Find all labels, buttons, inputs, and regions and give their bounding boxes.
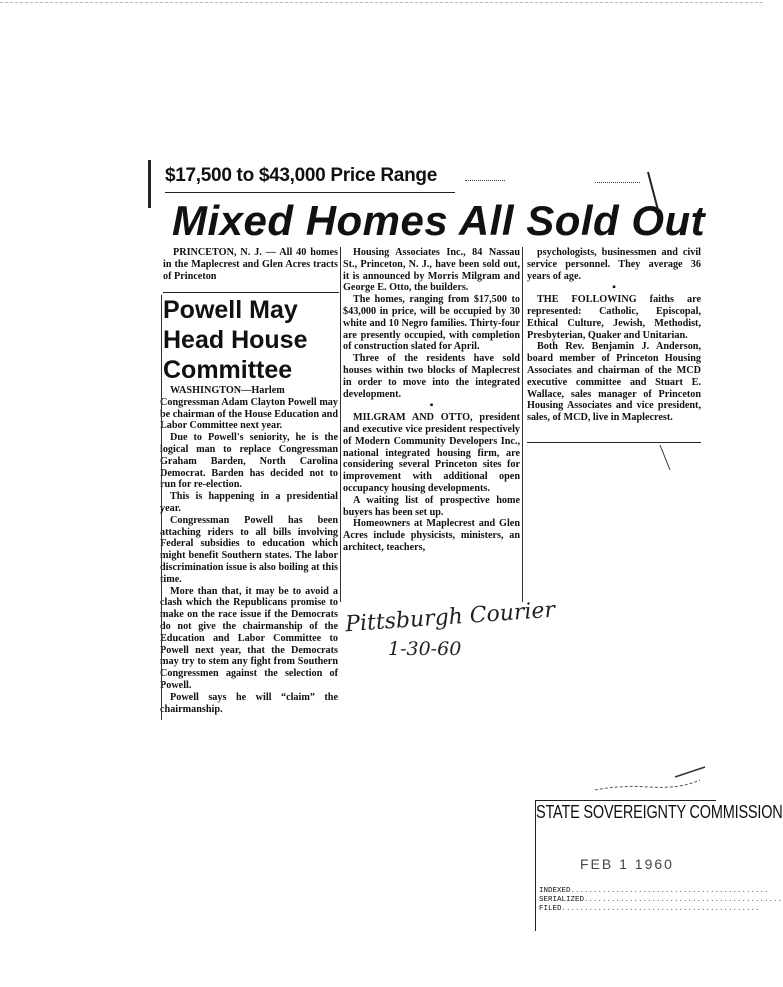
scan-speck	[595, 182, 640, 183]
paragraph: Powell says he will “claim” the chairmanship.	[160, 691, 338, 715]
stamp-date: FEB 1 1960	[580, 856, 674, 872]
paragraph: This is happening in a presidential year.	[160, 491, 338, 514]
stamp-field	[539, 905, 760, 914]
section-bullet: ▪	[612, 282, 616, 294]
section-bullet: ▪	[429, 400, 434, 412]
stamp-field-dots: ............................................	[570, 887, 769, 895]
subhead-line: Committee	[163, 356, 293, 384]
paragraph: More than that, it may be to avoid a clash which the Republicans promise to make on the race issue if the Democrats do not give the chairmanship of the Education and Labor Committee to Powell next year, that the Democrats may try to stem any fight from Southern Congressmen against the selection of Powell.	[160, 585, 338, 691]
paragraph: WASHINGTON—Harlem Congressman Adam Clayton Powell may be chairman of the House Education and Labor Committee next year.	[160, 385, 338, 432]
paragraph: Due to Powell's seniority, he is the logical man to replace Congressman Graham Barden, North Carolina Democrat. Barden has decided not to run for re-election.	[160, 432, 338, 491]
stamp-field-dots: ............................................	[561, 905, 760, 913]
paragraph: Three of the residents have sold houses within two blocks of Maplecrest in order to move into the integrated development.	[343, 353, 520, 400]
paragraph: psychologists, businessmen and civil service personnel. They average 36 years of age.	[527, 247, 701, 282]
subhead-line: Head House	[163, 326, 308, 354]
powell-article	[160, 385, 338, 715]
scan-top-border	[0, 2, 763, 3]
received-stamp	[535, 800, 783, 931]
subhead-rule-top	[163, 292, 339, 293]
stamp-scribble-icon	[590, 765, 710, 800]
paragraph-text: president and executive vice president respectively of Modern Community Developers Inc., national integrated housing firm, are considering several Princeton sites for improvement with additional open occupancy housing developments.	[343, 412, 520, 494]
kicker-headline: $17,500 to $43,000 Price Range	[165, 165, 437, 186]
stamp-field	[539, 887, 769, 896]
stamp-field-label: SERIALIZED	[539, 896, 585, 904]
stamp-field-label: FILED	[539, 905, 562, 913]
stamp-field-dots: ............................................	[584, 896, 783, 904]
paragraph: A waiting list of prospective home buyers has been set up.	[343, 494, 520, 518]
column-2	[343, 247, 520, 554]
stamp-field	[539, 896, 783, 905]
paragraph: Housing Associates Inc., 84 Nassau St., Princeton, N. J., have been sold out, it is announced by Morris Milgram and George E. Otto, the builders.	[343, 247, 520, 294]
column-rule	[522, 247, 523, 602]
column-1	[163, 247, 338, 282]
paragraph: Congressman Powell has been attaching riders to all bills involving Federal subsidies to education which might benefit Southern states. The labor discrimination issue is also boiling at this time.	[160, 514, 338, 585]
pen-mark-icon	[640, 170, 700, 470]
paragraph-lead: THE FOLLOWING	[537, 294, 637, 306]
handwritten-source: Pittsburgh Courier	[344, 597, 556, 638]
main-headline: Mixed Homes All Sold Out	[172, 197, 706, 244]
paragraph	[343, 412, 520, 495]
stamp-field-label: INDEXED	[539, 887, 571, 895]
handwritten-date: 1-30-60	[388, 638, 462, 660]
stamp-fields	[539, 887, 783, 914]
kicker-underline	[165, 192, 455, 193]
paragraph: The homes, ranging from $17,500 to $43,000 in price, will be occupied by 30 white and 10 Negro families. Thirty-four are presently occupied, with completion of construction slated for April.	[343, 294, 520, 353]
article-intro: PRINCETON, N. J. — All 40 homes in the Maplecrest and Glen Acres tracts of Princeton	[163, 247, 338, 282]
paragraph-text: faiths are represented: Catholic, Episcopal, Ethical Culture, Jewish, Methodist, Presbyterian, Quaker and Unitarian.	[527, 294, 701, 341]
powell-subhead	[163, 295, 341, 385]
column-1-left-rule	[161, 295, 162, 720]
subhead-line: Powell May	[163, 296, 298, 324]
clipping-left-edge	[148, 160, 151, 208]
paragraph: Both Rev. Benjamin J. Anderson, board member of Princeton Housing Associates and chairman of the MCD executive committee and Stuart E. Wallace, sales manager of Princeton Housing Associates and vice president, sales, of MCD, live in Maplecrest.	[527, 341, 701, 424]
scan-speck	[465, 180, 505, 181]
paragraph: Homeowners at Maplecrest and Glen Acres include physicists, ministers, an architect, teachers,	[343, 518, 520, 553]
stamp-title: STATE SOVEREIGNTY COMMISSION	[536, 802, 783, 824]
column-rule	[340, 247, 341, 602]
paragraph-lead: MILGRAM AND OTTO,	[353, 412, 473, 424]
